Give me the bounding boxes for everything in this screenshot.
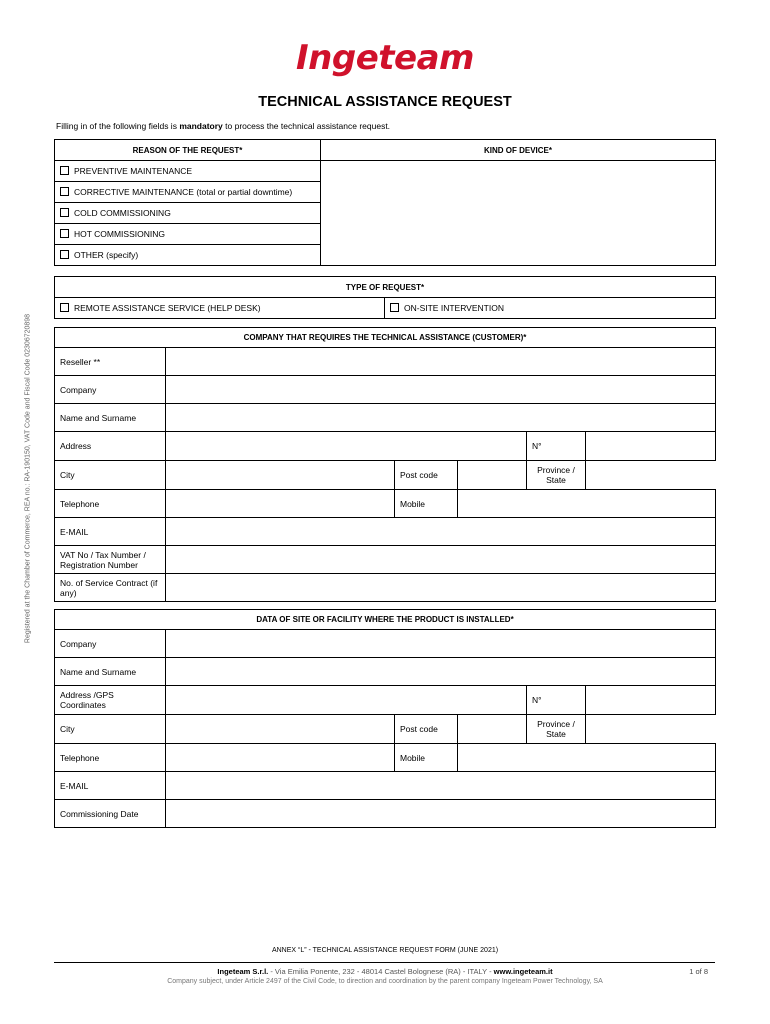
site-company-label: Company <box>55 630 166 658</box>
annex-label: ANNEX “L” - TECHNICAL ASSISTANCE REQUEST FORM (JUNE 2021) <box>271 947 499 954</box>
customer-header: COMPANY THAT REQUIRES THE TECHNICAL ASSISTANCE (CUSTOMER)* <box>55 328 716 348</box>
site-telephone-input[interactable] <box>166 744 395 772</box>
mobile-label: Mobile <box>395 490 458 518</box>
footer-website[interactable]: www.ingeteam.it <box>493 967 553 976</box>
telephone-label: Telephone <box>55 490 166 518</box>
option-label: ON-SITE INTERVENTION <box>404 303 504 313</box>
site-header: DATA OF SITE OR FACILITY WHERE THE PRODUCT IS INSTALLED* <box>55 610 716 630</box>
option-label: OTHER (specify) <box>74 250 139 260</box>
service-contract-label: No. of Service Contract (if any) <box>55 574 166 602</box>
reason-header: REASON OF THE REQUEST* <box>55 140 321 161</box>
province-label: Province / State <box>527 461 586 490</box>
company-input[interactable] <box>166 376 716 404</box>
footer-subject-line: Company subject, under Article 2497 of the Civil Code, to direction and coordination by the parent company Ingeteam Power Technology, SA <box>167 978 603 985</box>
reason-device-table <box>54 139 716 266</box>
footer-company-name: Ingeteam S.r.l. <box>217 967 269 976</box>
intro-post: to process the technical assistance request. <box>222 121 391 131</box>
name-input[interactable] <box>166 404 716 432</box>
checkbox[interactable] <box>390 303 399 312</box>
province-blank <box>586 461 716 490</box>
address-input[interactable] <box>166 432 527 461</box>
registration-side-text: Registered at the Chamber of Commerce, REA no.: RA-190150, VAT Code and Fiscal Code 02306720898 <box>24 313 32 644</box>
email-input[interactable] <box>166 518 716 546</box>
site-address-input[interactable] <box>166 686 527 715</box>
intro-mandatory: mandatory <box>179 121 223 131</box>
post-code-input[interactable] <box>458 461 527 490</box>
checkbox[interactable] <box>60 303 69 312</box>
option-label: CORRECTIVE MAINTENANCE (total or partial downtime) <box>74 187 293 197</box>
checkbox[interactable] <box>60 166 69 175</box>
device-input[interactable] <box>321 161 716 266</box>
mobile-input[interactable] <box>458 490 716 518</box>
type-option-remote[interactable] <box>55 298 385 319</box>
site-city-label: City <box>55 715 166 744</box>
telephone-input[interactable] <box>166 490 395 518</box>
reason-option-other[interactable] <box>55 245 321 266</box>
checkbox[interactable] <box>60 187 69 196</box>
option-label: REMOTE ASSISTANCE SERVICE (HELP DESK) <box>74 303 261 313</box>
page-number: 1 of 8 <box>689 967 708 976</box>
intro-text <box>56 121 390 131</box>
option-label: HOT COMMISSIONING <box>74 229 165 239</box>
site-number-input[interactable] <box>586 686 716 715</box>
service-contract-input[interactable] <box>166 574 716 602</box>
checkbox[interactable] <box>60 250 69 259</box>
post-code-label: Post code <box>395 461 458 490</box>
footer-company-line <box>0 967 770 976</box>
site-mobile-label: Mobile <box>395 744 458 772</box>
type-header: TYPE OF REQUEST* <box>55 277 716 298</box>
device-header: KIND OF DEVICE* <box>321 140 716 161</box>
address-label: Address <box>55 432 166 461</box>
ingeteam-logo: Ingeteam <box>296 38 474 78</box>
option-label: COLD COMMISSIONING <box>74 208 171 218</box>
option-label: PREVENTIVE MAINTENANCE <box>74 166 193 176</box>
site-telephone-label: Telephone <box>55 744 166 772</box>
reason-option-cold[interactable] <box>55 203 321 224</box>
city-input[interactable] <box>166 461 395 490</box>
site-post-code-input[interactable] <box>458 715 527 744</box>
site-email-input[interactable] <box>166 772 716 800</box>
site-city-input[interactable] <box>166 715 395 744</box>
footer-divider <box>54 962 715 963</box>
commissioning-input[interactable] <box>166 800 716 828</box>
type-request-table <box>54 276 716 319</box>
site-province-blank <box>586 715 716 744</box>
site-number-label: N° <box>527 686 586 715</box>
site-province-label: Province / State <box>527 715 586 744</box>
number-input[interactable] <box>586 432 716 461</box>
reseller-label: Reseller ** <box>55 348 166 376</box>
number-label: N° <box>527 432 586 461</box>
site-post-code-label: Post code <box>395 715 458 744</box>
customer-table <box>54 327 716 602</box>
name-label: Name and Surname <box>55 404 166 432</box>
vat-input[interactable] <box>166 546 716 574</box>
site-name-label: Name and Surname <box>55 658 166 686</box>
site-company-input[interactable] <box>166 630 716 658</box>
city-label: City <box>55 461 166 490</box>
vat-label: VAT No / Tax Number / Registration Number <box>55 546 166 574</box>
page-title: TECHNICAL ASSISTANCE REQUEST <box>258 94 512 110</box>
company-label: Company <box>55 376 166 404</box>
reseller-input[interactable] <box>166 348 716 376</box>
commissioning-label: Commissioning Date <box>55 800 166 828</box>
site-mobile-input[interactable] <box>458 744 716 772</box>
footer-address: - Via Emilia Ponente, 232 - 48014 Castel Bolognese (RA) - ITALY - <box>268 967 494 976</box>
reason-option-hot[interactable] <box>55 224 321 245</box>
reason-option-corrective[interactable] <box>55 182 321 203</box>
intro-pre: Filling in of the following fields is <box>56 121 180 131</box>
type-option-onsite[interactable] <box>385 298 716 319</box>
checkbox[interactable] <box>60 208 69 217</box>
site-email-label: E-MAIL <box>55 772 166 800</box>
checkbox[interactable] <box>60 229 69 238</box>
site-table <box>54 609 716 828</box>
site-address-label: Address /GPS Coordinates <box>55 686 166 715</box>
reason-option-preventive[interactable] <box>55 161 321 182</box>
site-name-input[interactable] <box>166 658 716 686</box>
email-label: E-MAIL <box>55 518 166 546</box>
